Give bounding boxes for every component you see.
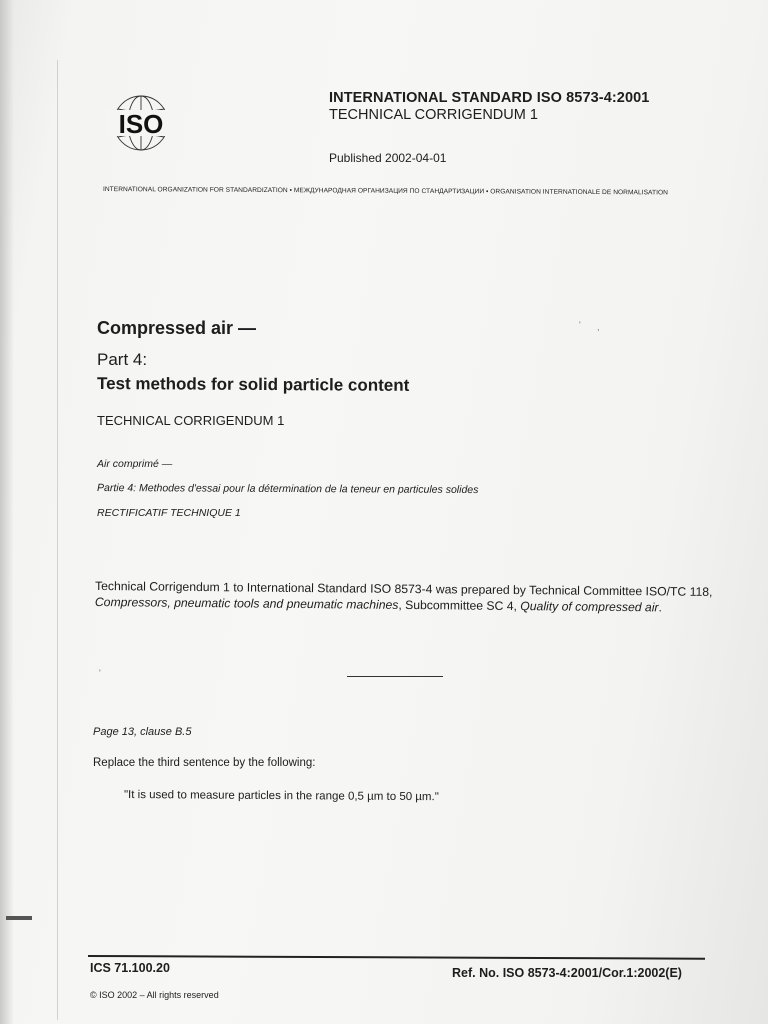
section-separator <box>347 676 443 677</box>
committee-name: Compressors, pneumatic tools and pneumatic machines <box>94 594 399 612</box>
preparation-text: , Subcommittee SC 4, <box>398 597 521 614</box>
iso-logo <box>103 88 179 158</box>
corrigendum-label: TECHNICAL CORRIGENDUM 1 <box>329 107 538 123</box>
preparation-text: Technical Corrigendum 1 to International Standard ISO 8573-4 was prepared by Technical Committee ISO/TC 118, <box>95 579 713 599</box>
document-subtitle: Test methods for solid particle content <box>96 374 410 395</box>
scan-speck: ' <box>579 320 581 330</box>
french-part-title: Partie 4: Methodes d'essai pour la détermination de la teneur en particules solides <box>96 482 479 496</box>
part-number: Part 4: <box>97 350 148 369</box>
document-title: Compressed air — <box>97 318 257 338</box>
preparation-paragraph <box>95 578 715 616</box>
standard-header <box>329 90 649 123</box>
subcommittee-name: Quality of compressed air <box>520 599 659 615</box>
copyright-notice: © ISO 2002 – All rights reserved <box>90 990 219 1000</box>
publication-date: Published 2002-04-01 <box>329 151 447 165</box>
scan-edge-mark <box>6 916 32 920</box>
correction-location: Page 13, clause B.5 <box>93 726 192 738</box>
correction-instruction: Replace the third sentence by the following: <box>93 757 316 769</box>
scan-speck: ' <box>99 668 101 678</box>
iso-logo-text: ISO <box>118 109 164 139</box>
french-title: Air comprimé — <box>97 458 173 470</box>
correction-quote: "It is used to measure particles in the range 0,5 µm to 50 µm." <box>123 789 439 804</box>
organization-line: INTERNATIONAL ORGANIZATION FOR STANDARDIZATION • МЕЖДУНАРОДНАЯ ОРГАНИЗАЦИЯ ПО СТАНДАРТИЗАЦИИ • ORGANISATION INTERNATIONALE DE NORMALISATION <box>102 186 668 197</box>
preparation-text: . <box>658 600 662 615</box>
technical-corrigendum-label: TECHNICAL CORRIGENDUM 1 <box>97 413 285 428</box>
ics-code: ICS 71.100.20 <box>90 961 170 975</box>
reference-number: Ref. No. ISO 8573-4:2001/Cor.1:2002(E) <box>452 966 682 980</box>
french-corrigendum-label: RECTIFICATIF TECHNIQUE 1 <box>97 507 241 519</box>
standard-title: INTERNATIONAL STANDARD ISO 8573-4:2001 <box>329 90 650 106</box>
scan-speck: , <box>597 322 600 332</box>
scan-margin-line <box>57 60 58 1020</box>
page-binding-shadow <box>0 0 14 1024</box>
footer-rule <box>88 955 705 960</box>
